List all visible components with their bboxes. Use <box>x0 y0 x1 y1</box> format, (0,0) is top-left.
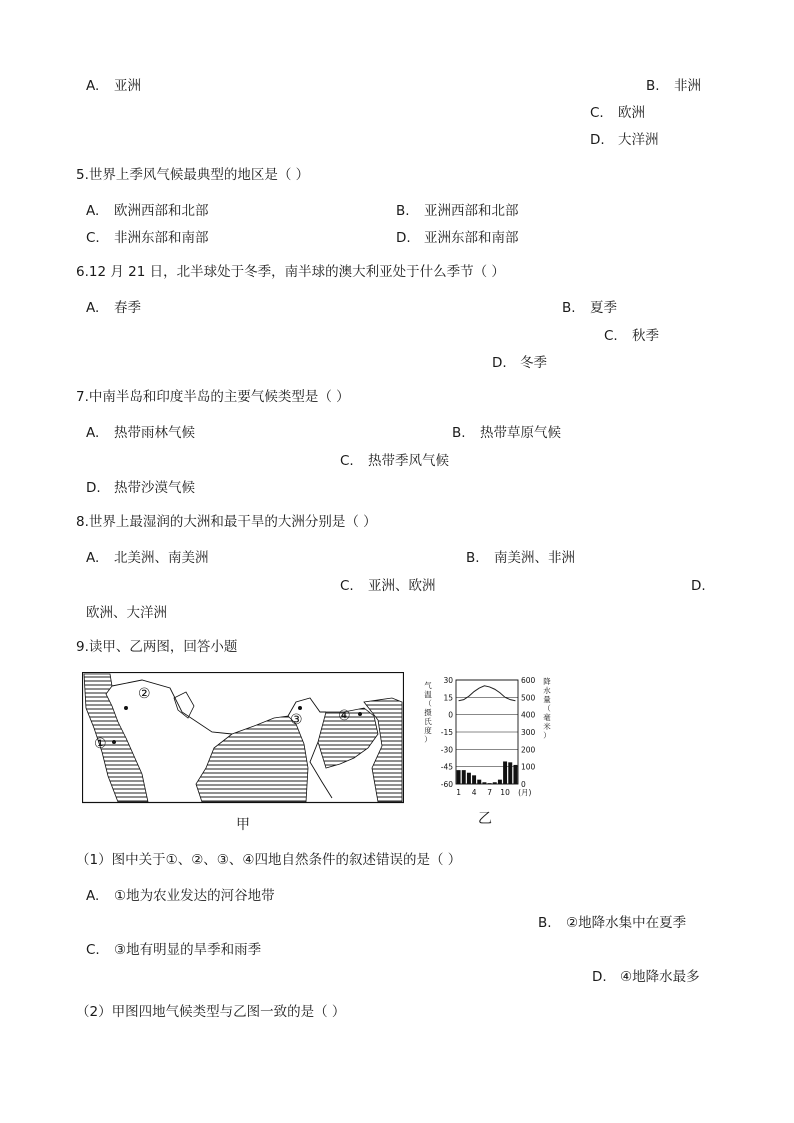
q7-option-a: A. 热带雨林气候 <box>86 425 195 441</box>
chart-y-right-tick: 400 <box>521 710 536 720</box>
climate-chart <box>418 672 554 804</box>
q7-option-c: C. 热带季风气候 <box>340 453 449 469</box>
map-point-3 <box>298 706 302 710</box>
chart-ylabel-right-char: （ <box>543 704 551 713</box>
chart-ylabel-left-char: 摄 <box>424 708 432 717</box>
chart-y-left-tick: -60 <box>440 780 453 789</box>
q9-sub1-option-c: C. ③地有明显的旱季和雨季 <box>86 942 262 958</box>
map-caption: 甲 <box>236 817 250 833</box>
q8-option-d-text: 欧洲、大洋洲 <box>86 605 167 621</box>
chart-bar <box>457 770 461 784</box>
map-point-1 <box>112 740 116 744</box>
chart-xlabel: (月) <box>518 788 532 797</box>
q9-stem: 9.读甲、乙两图，回答小题 <box>76 639 238 655</box>
chart-bar <box>482 782 486 784</box>
chart-ylabel-right-char: 量 <box>543 695 551 704</box>
chart-ylabel-right-char: 降 <box>543 677 551 686</box>
map-jia <box>82 672 404 804</box>
chart-y-right-tick: 600 <box>521 676 536 685</box>
chart-y-right-tick: 300 <box>521 728 536 737</box>
q9-sub2-stem: （2）甲图四地气候类型与乙图一致的是（ ） <box>76 1004 346 1020</box>
chart-bar <box>488 783 492 784</box>
q9-sub1-option-b: B. ②地降水集中在夏季 <box>538 915 687 931</box>
q9-sub1-stem: （1）图中关于①、②、③、④四地自然条件的叙述错误的是（ ） <box>76 852 462 868</box>
q7-stem: 7.中南半岛和印度半岛的主要气候类型是（ ） <box>76 389 350 405</box>
chart-bar <box>498 780 502 784</box>
chart-y-left-tick: 0 <box>448 710 453 720</box>
q8-option-b: B. 南美洲、非洲 <box>466 550 575 566</box>
map-label-4: ④ <box>338 708 351 724</box>
q6-option-a: A. 春季 <box>86 300 141 316</box>
chart-bar <box>508 762 512 784</box>
q6-option-c: C. 秋季 <box>604 328 659 344</box>
q8-option-c: C. 亚洲、欧洲 <box>340 578 436 594</box>
chart-bar <box>462 770 466 784</box>
q7-option-b: B. 热带草原气候 <box>452 425 561 441</box>
q6-option-b: B. 夏季 <box>562 300 617 316</box>
chart-bar <box>467 773 471 784</box>
chart-bar <box>493 782 497 784</box>
chart-y-left-tick: -15 <box>440 728 453 737</box>
chart-y-right-tick: 500 <box>521 693 536 703</box>
q5-option-d: D. 亚洲东部和南部 <box>396 230 519 246</box>
q9-sub1-option-a: A. ①地为农业发达的河谷地带 <box>86 888 275 904</box>
chart-y-right-tick: 100 <box>521 762 536 772</box>
chart-bar <box>503 761 507 784</box>
chart-ylabel-right-char: ） <box>543 731 551 740</box>
q8-option-d-letter: D. <box>691 578 706 594</box>
chart-x-tick: 7 <box>487 788 492 797</box>
q9-sub1-option-d: D. ④地降水最多 <box>592 969 700 985</box>
q8-stem: 8.世界上最湿润的大洲和最干旱的大洲分别是（ ） <box>76 514 377 530</box>
chart-x-tick: 10 <box>500 788 510 797</box>
q4-option-d: D. 大洋洲 <box>590 132 659 148</box>
map-label-2: ② <box>138 686 151 702</box>
chart-x-tick: 4 <box>471 788 477 797</box>
q4-option-c: C. 欧洲 <box>590 105 645 121</box>
chart-y-left-tick: 30 <box>443 676 453 685</box>
chart-x-tick: 1 <box>456 788 461 797</box>
chart-y-right-tick: 200 <box>521 745 536 755</box>
chart-bar <box>513 765 517 784</box>
q6-stem: 6.12 月 21 日，北半球处于冬季，南半球的澳大利亚处于什么季节（ ） <box>76 264 505 280</box>
chart-ylabel-right-char: 水 <box>543 686 551 695</box>
chart-bar <box>472 775 476 784</box>
q5-option-c: C. 非洲东部和南部 <box>86 230 209 246</box>
chart-ylabel-left-char: 气 <box>424 681 432 690</box>
chart-y-left-tick: -30 <box>440 745 453 755</box>
q7-option-d: D. 热带沙漠气候 <box>86 480 195 496</box>
chart-ylabel-right-char: 毫 <box>543 713 551 722</box>
chart-ylabel-left-char: 温 <box>424 690 432 699</box>
q8-option-a: A. 北美洲、南美洲 <box>86 550 209 566</box>
q5-option-a: A. 欧洲西部和北部 <box>86 203 209 219</box>
map-point-4 <box>358 712 362 716</box>
chart-caption: 乙 <box>478 811 492 827</box>
q6-option-d: D. 冬季 <box>492 355 547 371</box>
chart-ylabel-left-char: 度 <box>424 726 432 735</box>
q4-option-b: B. 非洲 <box>646 78 701 94</box>
map-point-2 <box>124 706 128 710</box>
chart-y-right-tick: 0 <box>521 780 526 789</box>
chart-ylabel-left-char: ） <box>424 735 432 744</box>
chart-ylabel-left-char: （ <box>424 699 432 708</box>
map-label-1: ① <box>94 736 107 752</box>
q5-stem: 5.世界上季风气候最典型的地区是（ ） <box>76 167 310 183</box>
map-label-3: ③ <box>290 712 303 728</box>
chart-ylabel-right-char: 米 <box>543 722 551 731</box>
chart-bar <box>477 780 481 784</box>
q4-option-a: A. 亚洲 <box>86 78 141 94</box>
q5-option-b: B. 亚洲西部和北部 <box>396 203 519 219</box>
chart-y-left-tick: 15 <box>443 693 453 703</box>
chart-y-left-tick: -45 <box>440 762 453 772</box>
chart-ylabel-left-char: 氏 <box>424 717 432 726</box>
